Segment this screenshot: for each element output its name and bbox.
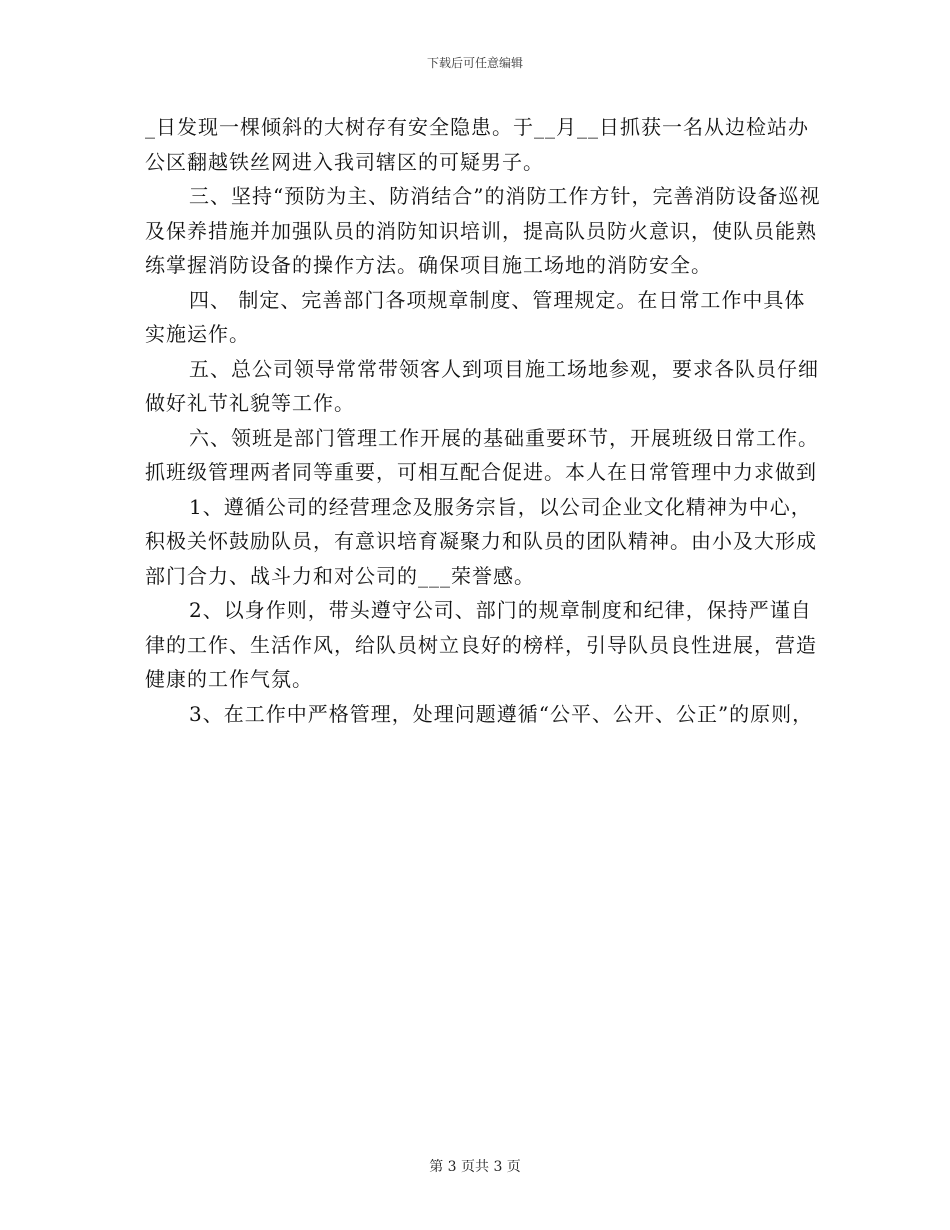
document-body xyxy=(145,110,825,731)
paragraph-item-1: 1、遵循公司的经营理念及服务宗旨，以公司企业文化精神为中心，积极关怀鼓励队员，有意识培育凝聚力和队员的团队精神。由小及大形成部门合力、战斗力和对公司的___荣誉感。 xyxy=(145,494,817,588)
paragraph-continuation: _日发现一棵倾斜的大树存有安全隐患。于__月__日抓获一名从边检站办公区翻越铁丝网进入我司辖区的可疑男子。 xyxy=(145,115,809,174)
paragraph-item-2: 2、以身作则，带头遵守公司、部门的规章制度和纪律，保持严谨自律的工作、生活作风，给队员树立良好的榜样，引导队员良性进展，营造健康的工作气氛。 xyxy=(145,598,817,691)
page-header: 下载后可任意编辑 xyxy=(426,56,523,70)
paragraph-etiquette: 五、总公司领导常常带领客人到项目施工场地参观，要求各队员仔细做好礼节礼貌等工作。 xyxy=(145,356,819,415)
paragraph-rules: 四、 制定、完善部门各项规章制度、管理规定。在日常工作中具体实施运作。 xyxy=(145,287,806,346)
paragraph-team-lead: 六、领班是部门管理工作开展的基础重要环节，开展班级日常工作。抓班级管理两者同等重要，可相互配合促进。本人在日常管理中力求做到 xyxy=(145,425,819,484)
paragraph-item-3: 3、在工作中严格管理，处理问题遵循“公平、公开、公正”的原则， xyxy=(189,701,814,726)
paragraph-fire-safety: 三、坚持“预防为主、防消结合”的消防工作方针，完善消防设备巡视及保养措施并加强队员的消防知识培训，提高队员防火意识，使队员能熟练掌握消防设备的操作方法。确保项目施工场地的消防安全。 xyxy=(145,184,821,277)
page-footer: 第 3 页共 3 页 xyxy=(429,1159,521,1175)
